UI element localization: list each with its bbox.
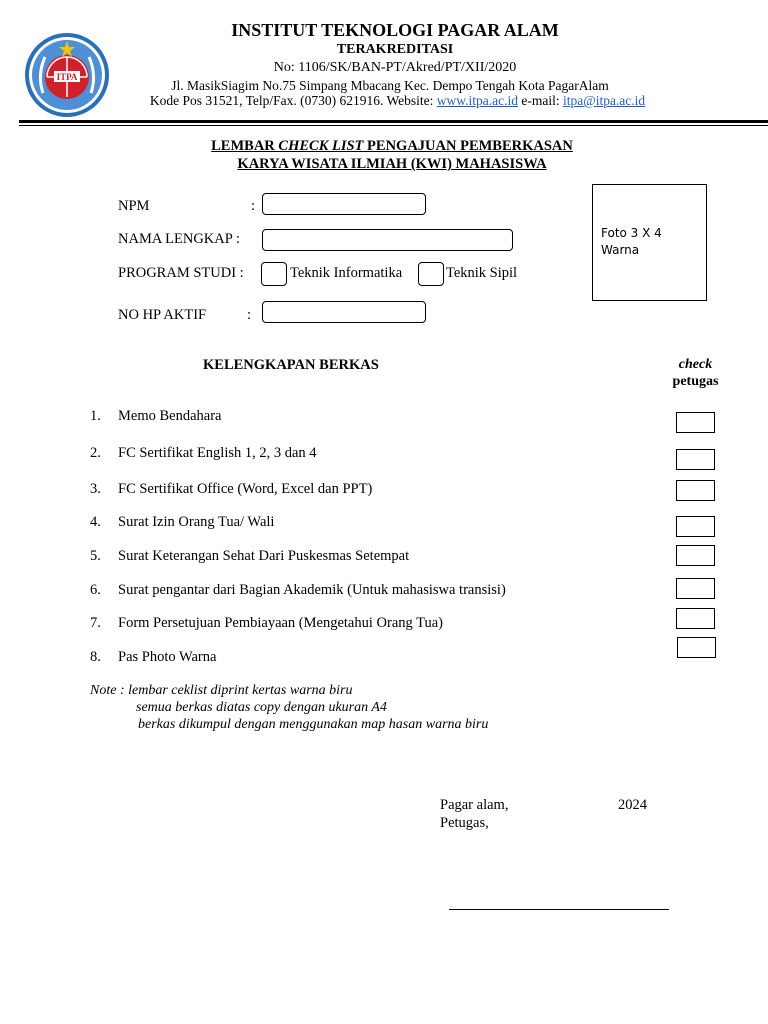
photo-caption-line-2: Warna bbox=[601, 243, 640, 257]
name-label: NAMA LENGKAP : bbox=[118, 231, 240, 247]
item-number: 1. bbox=[90, 408, 101, 424]
checklist-item: Memo Bendahara bbox=[118, 408, 222, 424]
photo-caption-line-1: Foto 3 X 4 bbox=[601, 226, 662, 240]
title-line-2: KARYA WISATA ILMIAH (KWI) MAHASISWA bbox=[237, 156, 547, 172]
item-check-box[interactable] bbox=[676, 412, 715, 433]
note-line-1: Note : lembar ceklist diprint kertas warna biru bbox=[90, 683, 353, 698]
signature-year: 2024 bbox=[618, 797, 647, 813]
photo-caption bbox=[601, 225, 691, 259]
checklist-item: FC Sertifikat Office (Word, Excel dan PPT) bbox=[118, 481, 373, 497]
item-number: 2. bbox=[90, 445, 101, 461]
accreditation-number: No: 1106/SK/BAN-PT/Akred/PT/XII/2020 bbox=[273, 60, 517, 75]
note-block bbox=[90, 682, 488, 733]
institution-logo bbox=[23, 31, 111, 119]
informatics-checkbox[interactable] bbox=[261, 262, 287, 286]
informatics-option-label: Teknik Informatika bbox=[290, 265, 403, 281]
institution-contact bbox=[130, 93, 665, 109]
full-name-field[interactable] bbox=[262, 229, 513, 251]
checklist-item: Surat Keterangan Sehat Dari Puskesmas Setempat bbox=[118, 548, 410, 564]
title-italic: CHECK LIST bbox=[278, 138, 364, 154]
item-number: 7. bbox=[90, 615, 101, 631]
institution-name: INSTITUT TEKNOLOGI PAGAR ALAM bbox=[231, 20, 559, 40]
checklist-item: Surat Izin Orang Tua/ Wali bbox=[118, 514, 275, 530]
accreditation-status: TERAKREDITASI bbox=[336, 42, 454, 57]
officer-column-heading: petugas bbox=[672, 374, 719, 389]
title-prefix: LEMBAR bbox=[211, 138, 279, 154]
signature-line bbox=[449, 909, 669, 910]
logo-text: ITPA bbox=[56, 72, 78, 82]
website-link[interactable]: www.itpa.ac.id bbox=[436, 93, 519, 108]
email-label: e-mail: bbox=[518, 93, 564, 108]
checklist-heading: KELENGKAPAN BERKAS bbox=[203, 357, 379, 373]
program-label: PROGRAM STUDI : bbox=[118, 265, 244, 281]
item-check-box[interactable] bbox=[676, 578, 715, 599]
title-suffix: PENGAJUAN PEMBERKASAN bbox=[363, 138, 573, 154]
item-check-box[interactable] bbox=[676, 480, 715, 501]
signature-officer: Petugas, bbox=[440, 815, 489, 831]
institution-address: Jl. MasikSiagim No.75 Simpang Mbacang Kec. Dempo Tengah Kota PagarAlam bbox=[171, 78, 609, 93]
npm-colon: : bbox=[251, 198, 256, 214]
item-number: 8. bbox=[90, 649, 101, 665]
note-line-3: berkas dikumpul dengan menggunakan map hasan warna biru bbox=[138, 717, 489, 732]
note-line-2: semua berkas diatas copy dengan ukuran A4 bbox=[136, 700, 387, 715]
contact-prefix: Kode Pos 31521, Telp/Fax. (0730) 621916. Website: bbox=[149, 93, 437, 108]
phone-label: NO HP AKTIF bbox=[118, 307, 207, 323]
form-title bbox=[150, 137, 634, 173]
phone-colon: : bbox=[247, 307, 252, 323]
item-check-box[interactable] bbox=[676, 449, 715, 470]
item-number: 4. bbox=[90, 514, 101, 530]
civil-option-label: Teknik Sipil bbox=[446, 265, 518, 281]
item-check-box[interactable] bbox=[676, 545, 715, 566]
item-check-box[interactable] bbox=[676, 516, 715, 537]
phone-field[interactable] bbox=[262, 301, 426, 323]
item-number: 5. bbox=[90, 548, 101, 564]
npm-label: NPM bbox=[118, 198, 150, 214]
checklist-item: FC Sertifikat English 1, 2, 3 dan 4 bbox=[118, 445, 317, 461]
item-check-box[interactable] bbox=[676, 608, 715, 629]
item-number: 3. bbox=[90, 481, 101, 497]
npm-field[interactable] bbox=[262, 193, 426, 215]
checklist-item: Form Persetujuan Pembiayaan (Mengetahui Orang Tua) bbox=[118, 615, 443, 631]
item-check-box[interactable] bbox=[677, 637, 716, 658]
signature-place: Pagar alam, bbox=[440, 797, 509, 813]
checklist-item: Pas Photo Warna bbox=[118, 649, 217, 665]
item-number: 6. bbox=[90, 582, 101, 598]
logo-emblem-icon bbox=[23, 31, 111, 119]
email-link[interactable]: itpa@itpa.ac.id bbox=[563, 93, 646, 108]
checklist-item: Surat pengantar dari Bagian Akademik (Untuk mahasiswa transisi) bbox=[118, 582, 506, 598]
header-divider-thin bbox=[19, 125, 768, 126]
civil-checkbox[interactable] bbox=[418, 262, 444, 286]
check-column-heading: check bbox=[678, 357, 713, 372]
header-divider-thick bbox=[19, 120, 768, 123]
